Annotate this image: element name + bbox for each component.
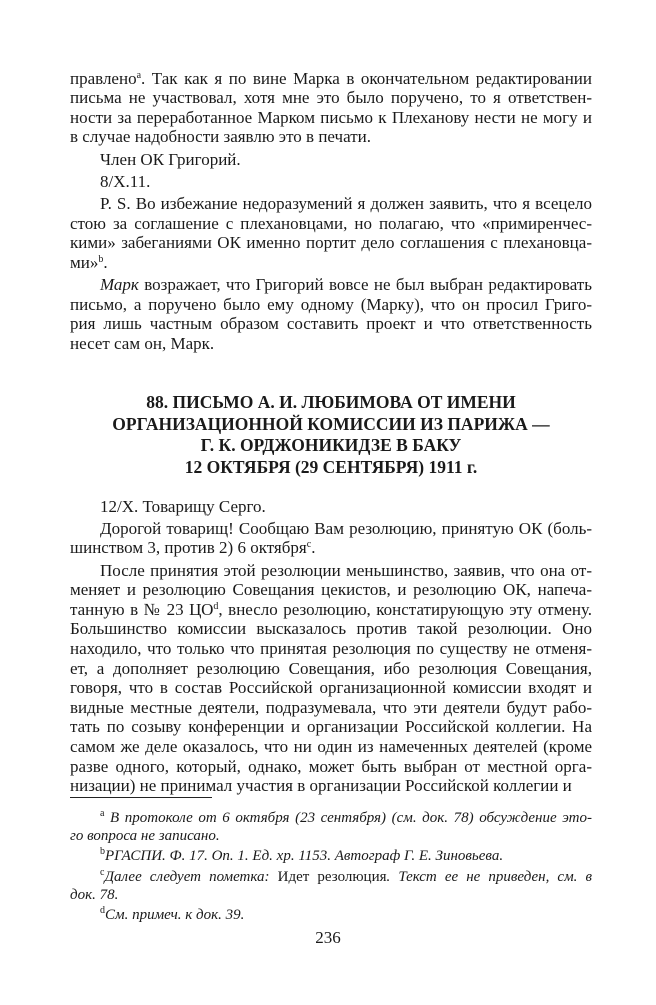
paragraph: [70, 69, 592, 147]
text-run: низации) не принимал участия в организации Российской коллегии и: [70, 776, 572, 796]
text-line: [70, 150, 592, 170]
text-run: .: [311, 538, 316, 558]
letter-body: [70, 494, 592, 796]
text-run: Дорогой товарищ! Сообщаю Вам резолюцию, принятую ОК (боль-: [100, 518, 592, 538]
footnote: [70, 809, 592, 845]
text-line: [70, 886, 592, 904]
text-line: [70, 127, 592, 147]
text-line: [70, 334, 592, 354]
text-run: танную в № 23 ЦО: [70, 599, 214, 619]
text-line: [70, 275, 592, 295]
footnote-marker: d: [213, 600, 219, 612]
paragraph: [70, 497, 592, 517]
text-run: В протоколе от 6 октября (23 сентября) (см. док. 78) обсуждение это-: [104, 809, 592, 826]
heading-line: 12 ОКТЯБРЯ (29 СЕНТЯБРЯ) 1911 г.: [184, 457, 478, 478]
text-run: РГАСПИ. Ф. 17. Оп. 1. Ед. хр. 1153. Автограф Г. Е. Зиновьева.: [105, 848, 504, 865]
text-run: ми»: [70, 252, 99, 272]
text-run: 12/X. Товарищу Серго.: [100, 496, 266, 516]
text-run: меняет и резолюцию Совещания цекистов, и резолюцию ОК, напеча-: [70, 580, 592, 600]
paragraph: [70, 561, 592, 796]
footnote-marker: d: [100, 905, 105, 917]
page-number: 236: [315, 928, 341, 947]
text-line: [70, 172, 592, 192]
document-heading: [70, 392, 592, 479]
footnote: [70, 868, 592, 904]
text-line: [70, 214, 592, 234]
footnote-marker: b: [100, 846, 105, 858]
footnote-marker: a: [136, 69, 142, 81]
text-line: [70, 233, 592, 253]
upright-text: Идет резолюция: [277, 868, 387, 885]
text-run: . Так как я по вине Марка в окончательном редактировании: [141, 68, 592, 88]
text-run: Далее следует пометка:: [104, 868, 278, 885]
text-run: говоря, что в состав Российской организационной комиссии входят и: [70, 678, 592, 698]
text-run: Член ОК Григорий.: [100, 149, 241, 169]
text-run: док. 78.: [70, 886, 119, 903]
footnote-divider: [70, 797, 212, 798]
text-line: [70, 619, 592, 639]
text-line: [70, 194, 592, 214]
text-run: Большинство комиссии высказалось против такой резолюции. Оно: [70, 619, 592, 639]
text-line: [70, 737, 592, 757]
text-line: [70, 295, 592, 315]
footnotes: [70, 806, 592, 924]
text-run: ности за переработанное Марком письмо к Плеханову нести не могу и: [70, 107, 592, 127]
paragraph: [70, 275, 592, 353]
text-run: . Текст ее не приведен, см. в: [386, 868, 592, 885]
text-run: находило, что только что принятая резолюция по существу не отменя-: [70, 638, 592, 658]
text-run: P. S. Во избежание недоразумений я должен заявить, что я всецело: [100, 193, 592, 213]
heading-line: 88. ПИСЬМО А. И. ЛЮБИМОВА ОТ ИМЕНИ: [146, 392, 516, 412]
text-run: кими» забеганиями ОК именно портит дело соглашения с плехановца-: [70, 233, 592, 253]
text-run: шинством 3, против 2) 6 октября: [70, 538, 307, 558]
text-line: [70, 717, 592, 737]
text-line: [70, 69, 592, 89]
text-line: [70, 776, 592, 796]
paragraph: [70, 172, 592, 192]
top-text: [70, 66, 592, 353]
text-line: [70, 519, 592, 539]
paragraph: [70, 194, 592, 272]
footnote-marker: c: [100, 866, 105, 878]
text-run: рия лишь частным образом составить проект и что ответственность: [70, 314, 592, 334]
footnote: [70, 847, 592, 865]
text-run: возражает, что Григорий вовсе не был выбран редактировать: [138, 274, 592, 294]
text-run: несет сам он, Марк.: [70, 333, 215, 353]
text-line: [70, 580, 592, 600]
text-run: самом же деле оказалось, что ни один из намеченных деятелей (кроме: [70, 736, 592, 756]
text-run: стою за соглашение с плехановцами, но полагаю, что «примиренчес-: [70, 213, 592, 233]
text-line: [70, 698, 592, 718]
text-line: [70, 538, 592, 558]
text-line: [70, 847, 592, 865]
text-line: [70, 757, 592, 777]
paragraph: [70, 150, 592, 170]
text-run: После принятия этой резолюции меньшинство, заявив, что она от-: [100, 560, 592, 580]
text-run: См. примеч. к док. 39.: [105, 907, 245, 924]
heading-line: Г. К. ОРДЖОНИКИДЗЕ В БАКУ: [200, 435, 462, 456]
text-run: ет, а дополняет резолюцию Совещания, ибо резолюция Совещания,: [70, 658, 592, 678]
italic-text: Марк: [100, 274, 139, 294]
text-line: [70, 906, 592, 924]
footnote-marker: a: [100, 807, 105, 819]
text-line: [70, 561, 592, 581]
footnote-marker: b: [98, 253, 104, 265]
text-line: [70, 314, 592, 334]
heading-line: ОРГАНИЗАЦИОННОЙ КОМИССИИ ИЗ ПАРИЖА —: [112, 413, 550, 434]
text-run: тать по созыву конференции и организации Российской коллегии. На: [70, 717, 592, 737]
text-line: [70, 600, 592, 620]
footnote-marker: c: [306, 539, 312, 551]
text-line: [70, 827, 592, 845]
text-run: письмо, а поручено было ему одному (Марку), что он просил Григо-: [70, 294, 592, 314]
text-run: .: [103, 252, 108, 272]
text-run: правлено: [70, 68, 137, 88]
paragraph: [70, 519, 592, 558]
text-run: 8/X.11.: [100, 171, 151, 191]
text-line: [70, 868, 592, 886]
text-run: го вопроса не записано.: [70, 827, 220, 844]
text-run: видные местные деятели, подразумевала, что эти деятели будут рабо-: [70, 697, 592, 717]
text-run: письма не участвовал, хотя мне это было поручено, то я ответствен-: [70, 88, 592, 108]
text-line: [70, 88, 592, 108]
text-line: [70, 253, 592, 273]
text-run: разве одного, который, однако, может быть выбран от местной орга-: [70, 756, 592, 776]
text-line: [70, 659, 592, 679]
text-line: [70, 108, 592, 128]
text-run: в случае надобности заявлю это в печати.: [70, 127, 371, 147]
text-line: [70, 639, 592, 659]
footnote: [70, 906, 592, 924]
text-line: [70, 809, 592, 827]
text-run: , внесло резолюцию, констатирующую эту отмену.: [218, 599, 593, 619]
text-line: [70, 678, 592, 698]
text-line: [70, 497, 592, 517]
